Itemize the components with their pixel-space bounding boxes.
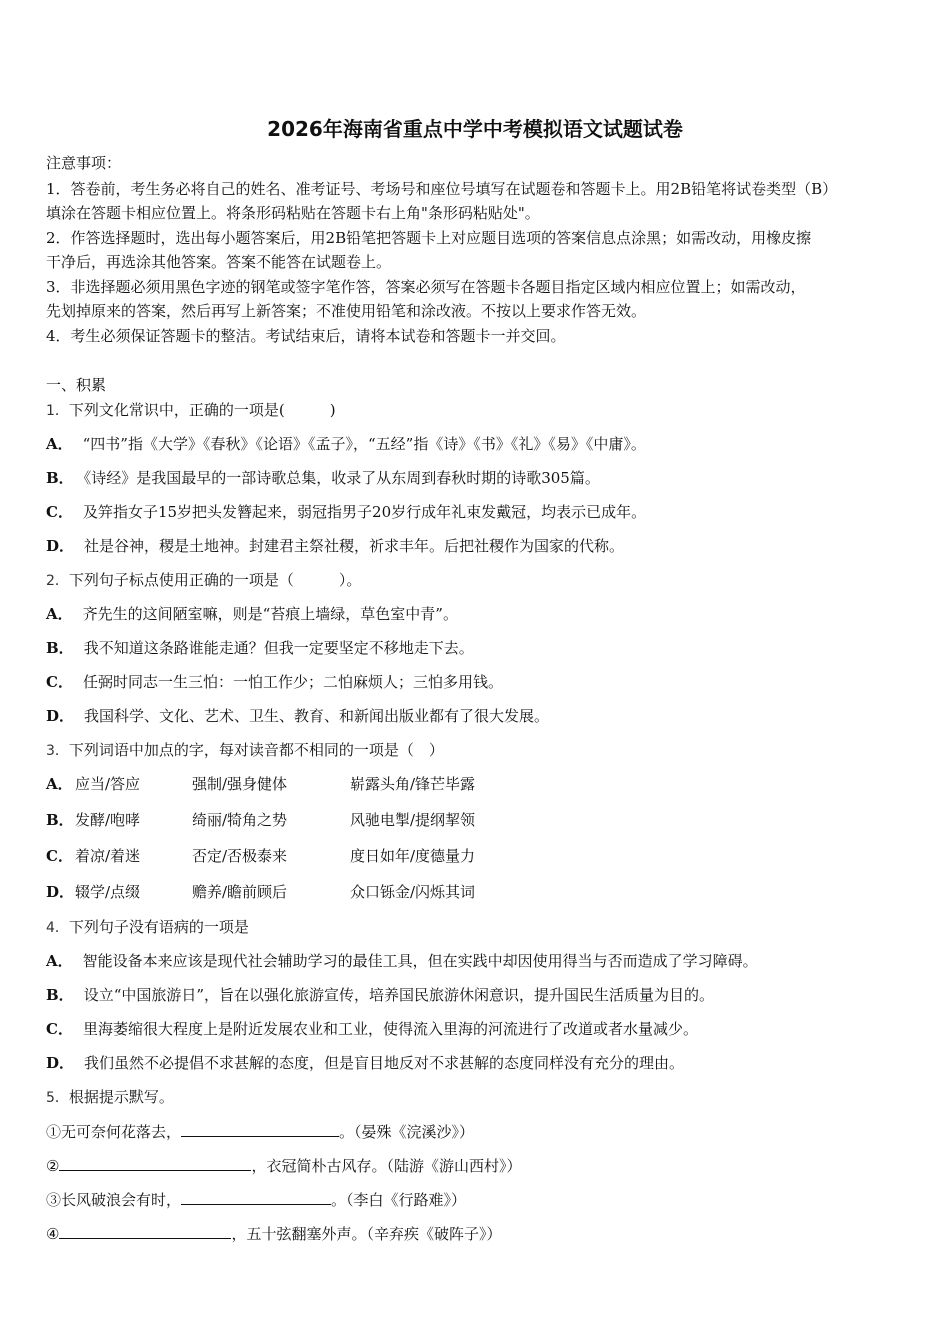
item-post: ，衣冠简朴古风存。（陆游《游山西村》）: [251, 1157, 522, 1175]
q3-option-c-col1: 着凉/着迷: [75, 847, 141, 865]
notice-line: 1．答卷前，考生务必将自己的姓名、准考证号、考场号和座位号填写在试题卷和答题卡上。用2B铅笔将试卷类型（B）: [46, 180, 838, 198]
question-number: 1．: [46, 403, 69, 419]
option-label: A．: [46, 435, 73, 453]
option-text: “四书”指《大学》《春秋》《论语》《孟子》，“五经”指《诗》《书》《礼》《易》《中庸》。: [82, 435, 646, 453]
section-heading: 一、积累: [46, 376, 107, 394]
option-label: C．: [46, 847, 73, 865]
question-number: 2．: [46, 573, 69, 589]
question-stem: 根据提示默写。: [68, 1088, 174, 1106]
q1-option-d: [46, 537, 624, 555]
question-stem: 下列词语中加点的字，每对读音都不相同的一项是（ ）: [68, 741, 444, 759]
answer-blank[interactable]: [181, 1190, 331, 1205]
option-text: 齐先生的这间陋室嘛，则是“苔痕上墙绿，草色室中青”。: [82, 605, 458, 623]
option-text: 我不知道这条路谁能走通？但我一定要坚定不移地走下去。: [83, 639, 474, 657]
question-number: 4．: [46, 920, 69, 936]
item-pre: 无可奈何花落去，: [61, 1123, 182, 1141]
option-label: D．: [46, 707, 75, 725]
question-stem: 下列句子标点使用正确的一项是（ ）。: [68, 571, 362, 589]
notice-heading: 注意事项：: [46, 154, 122, 172]
option-label: C．: [46, 1020, 73, 1038]
option-text: 《诗经》是我国最早的一部诗歌总集，收录了从东周到春秋时期的诗歌305篇。: [83, 469, 600, 487]
question-2-stem: [46, 571, 361, 590]
q2-option-d: [46, 707, 549, 725]
item-post: ，五十弦翻塞外声。（辛弃疾《破阵子》）: [231, 1225, 502, 1243]
option-text: 我国科学、文化、艺术、卫生、教育、和新闻出版业都有了很大发展。: [84, 707, 550, 725]
option-label: B．: [46, 986, 74, 1004]
option-text: 及笄指女子15岁把头发簪起来，弱冠指男子20岁行成年礼束发戴冠，均表示已成年。: [82, 503, 647, 521]
q3-option-d-col3: 众口铄金/闪烁其词: [350, 883, 476, 901]
answer-blank[interactable]: [59, 1224, 231, 1239]
question-stem: 下列文化常识中，正确的一项是( ): [68, 401, 336, 419]
q5-item-1: [46, 1122, 474, 1141]
item-post: 。（李白《行路难》）: [331, 1191, 467, 1209]
q3-option-c-col2: 否定/否极泰来: [192, 847, 288, 865]
item-mark: ①: [46, 1123, 62, 1141]
q3-option-b-col3: 风驰电掣/提纲挈领: [350, 811, 476, 829]
q2-option-c: [46, 673, 503, 691]
option-label: B．: [46, 639, 74, 657]
q1-option-b: [46, 469, 600, 487]
option-text: 智能设备本来应该是现代社会辅助学习的最佳工具，但在实践中却因使用得当与否而造成了学习障碍。: [82, 952, 758, 970]
q4-option-b: [46, 986, 714, 1004]
option-label: C．: [46, 503, 73, 521]
notice-line: 4．考生必须保证答题卡的整洁。考试结束后，请将本试卷和答题卡一并交回。: [46, 327, 566, 345]
option-label: A．: [46, 605, 73, 623]
answer-blank[interactable]: [181, 1122, 339, 1137]
option-text: 我们虽然不必提倡不求甚解的态度，但是盲目地反对不求甚解的态度同样没有充分的理由。: [84, 1054, 685, 1072]
q2-option-a: [46, 605, 458, 623]
option-label: C．: [46, 673, 73, 691]
q3-option-b-col2: 绮丽/犄角之势: [192, 811, 288, 829]
question-4-stem: [46, 918, 249, 937]
option-label: B．: [46, 811, 74, 829]
q4-option-d: [46, 1054, 684, 1072]
option-text: 里海萎缩很大程度上是附近发展农业和工业，使得流入里海的河流进行了改道或者水量减少。: [82, 1020, 698, 1038]
question-stem: 下列句子没有语病的一项是: [68, 918, 249, 936]
item-post: 。（晏殊《浣溪沙》）: [339, 1123, 475, 1141]
q1-option-c: [46, 503, 646, 521]
question-1-stem: [46, 401, 336, 420]
q3-option-a-col3: 崭露头角/锋芒毕露: [350, 775, 476, 793]
q5-item-2: [46, 1156, 521, 1175]
q3-option-d-col1: 辍学/点缀: [75, 883, 141, 901]
option-label: B．: [46, 469, 74, 487]
question-3-stem: [46, 741, 444, 760]
question-number: 5．: [46, 1090, 69, 1106]
q2-option-b: [46, 639, 474, 657]
option-label: A．: [46, 952, 73, 970]
item-mark: ③: [46, 1191, 62, 1209]
notice-line: 3．非选择题必须用黑色字迹的钢笔或签字笔作答，答案必须写在答题卡各题目指定区域内相应位置上；如需改动，: [46, 278, 806, 296]
q3-option-b-col1: 发酵/咆哮: [75, 811, 141, 829]
q3-option-a-col2: 强制/强身健体: [192, 775, 288, 793]
option-label: A．: [46, 775, 73, 793]
option-text: 设立“中国旅游日”，旨在以强化旅游宣传，培养国民旅游休闲意识，提升国民生活质量为目的。: [83, 986, 715, 1004]
q5-item-3: [46, 1190, 466, 1209]
option-text: 任弼时同志一生三怕：一怕工作少；二怕麻烦人；三怕多用钱。: [82, 673, 503, 691]
q3-option-c-col3: 度日如年/度德量力: [350, 847, 476, 865]
question-5-stem: [46, 1088, 174, 1107]
item-pre: 长风破浪会有时，: [61, 1191, 182, 1209]
item-mark: ②: [46, 1157, 60, 1175]
notice-line: 2．作答选择题时，选出每小题答案后，用2B铅笔把答题卡上对应题目选项的答案信息点涂黑；如需改动，用橡皮擦: [46, 229, 812, 247]
option-label: D．: [46, 883, 75, 901]
q4-option-c: [46, 1020, 698, 1038]
item-mark: ④: [46, 1225, 60, 1243]
q1-option-a: [46, 435, 646, 453]
notice-line: 填涂在答题卡相应位置上。将条形码粘贴在答题卡右上角"条形码粘贴处"。: [46, 204, 540, 222]
q5-item-4: [46, 1224, 501, 1243]
option-text: 社是谷神，稷是土地神。封建君主祭社稷，祈求丰年。后把社稷作为国家的代称。: [84, 537, 625, 555]
page-title: 2026年海南省重点中学中考模拟语文试题试卷: [267, 117, 683, 141]
notice-line: 先划掉原来的答案，然后再写上新答案；不准使用铅笔和涂改液。不按以上要求作答无效。: [46, 302, 647, 320]
notice-line: 干净后，再选涂其他答案。答案不能答在试题卷上。: [46, 253, 392, 271]
q3-option-a-col1: 应当/答应: [75, 775, 141, 793]
q4-option-a: [46, 952, 758, 970]
question-number: 3．: [46, 743, 69, 759]
option-label: D．: [46, 537, 75, 555]
option-label: D．: [46, 1054, 75, 1072]
q3-option-d-col2: 赡养/瞻前顾后: [192, 883, 288, 901]
answer-blank[interactable]: [59, 1156, 251, 1171]
